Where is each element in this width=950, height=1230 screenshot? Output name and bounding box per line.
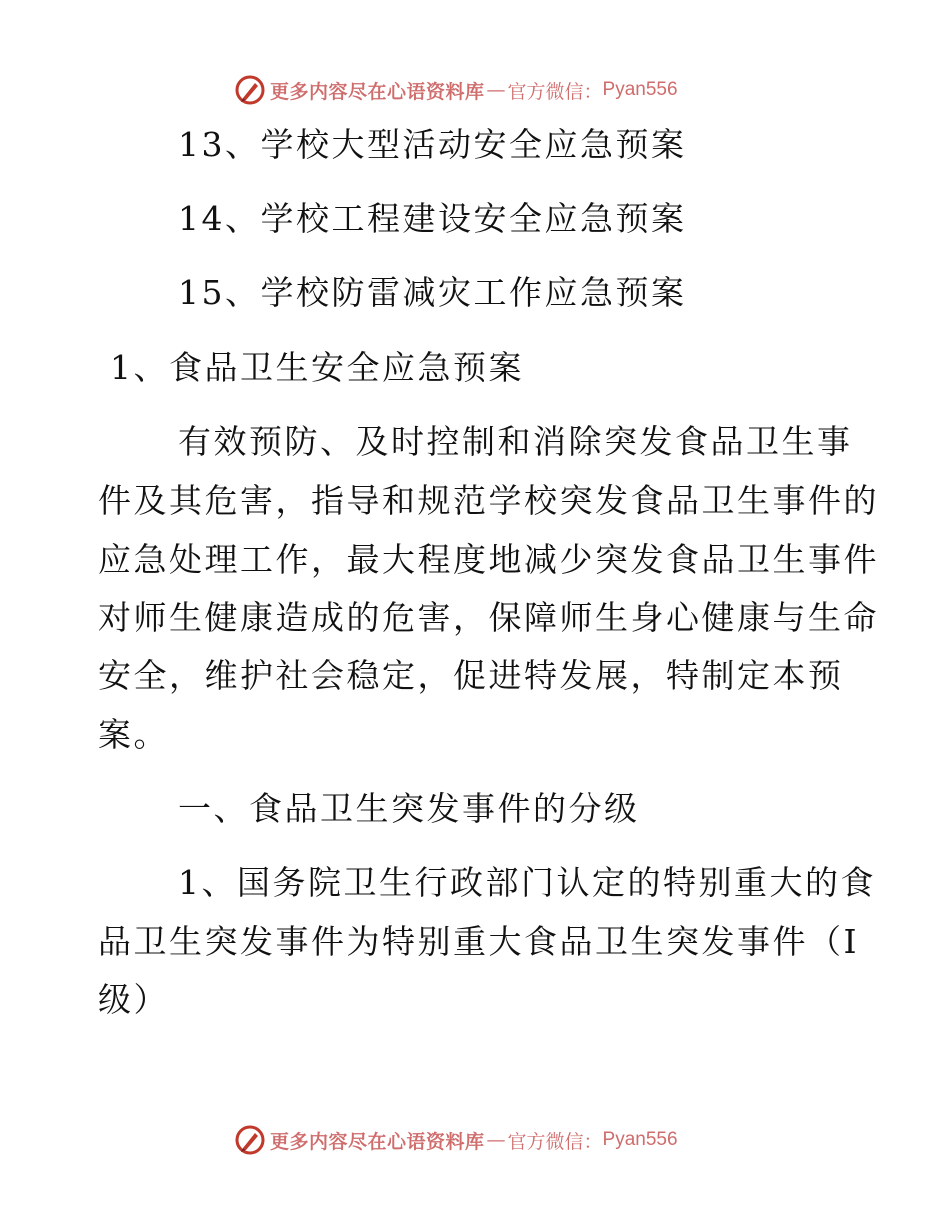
paragraph-line: 安全，维护社会稳定，促进特发展，特制定本预: [98, 656, 844, 695]
section-title: 1、食品卫生安全应急预案: [110, 348, 524, 387]
paragraph-line: 案。: [98, 715, 169, 754]
list-item-14: 14、学校工程建设安全应急预案: [178, 199, 687, 238]
watermark-official-label: 官方微信：: [507, 80, 603, 103]
list-item-15: 15、学校防雷减灾工作应急预案: [178, 273, 687, 312]
watermark-banner-top: [234, 73, 678, 107]
paragraph-line: 件及其危害，指导和规范学校突发食品卫生事件的: [98, 481, 879, 520]
watermark-site-text: 更多内容尽在心语资料库: [270, 80, 485, 103]
paragraph-line: 有效预防、及时控制和消除突发食品卫生事: [178, 422, 853, 461]
watermark-wechat-id: Pyan556: [602, 1129, 678, 1150]
paragraph-line: 品卫生突发事件为特别重大食品卫生突发事件（Ⅰ: [98, 922, 860, 961]
watermark-site-text: 更多内容尽在心语资料库: [270, 1130, 485, 1153]
watermark-banner-bottom: [234, 1123, 678, 1157]
watermark-dash: —: [486, 79, 506, 101]
paragraph-line: 应急处理工作，最大程度地减少突发食品卫生事件: [98, 540, 879, 579]
subheading: 一、食品卫生突发事件的分级: [178, 789, 640, 828]
paragraph-line: 级）: [98, 980, 169, 1019]
paragraph-line: 对师生健康造成的危害，保障师生身心健康与生命: [98, 598, 879, 637]
pen-circle-logo-icon: [234, 1124, 266, 1156]
watermark-wechat-id: Pyan556: [602, 79, 678, 100]
watermark-official-label: 官方微信：: [507, 1130, 603, 1153]
pen-circle-logo-icon: [234, 74, 266, 106]
watermark-dash: —: [486, 1129, 506, 1151]
paragraph-line: 1、国务院卫生行政部门认定的特别重大的食: [178, 863, 876, 902]
list-item-13: 13、学校大型活动安全应急预案: [178, 125, 687, 164]
